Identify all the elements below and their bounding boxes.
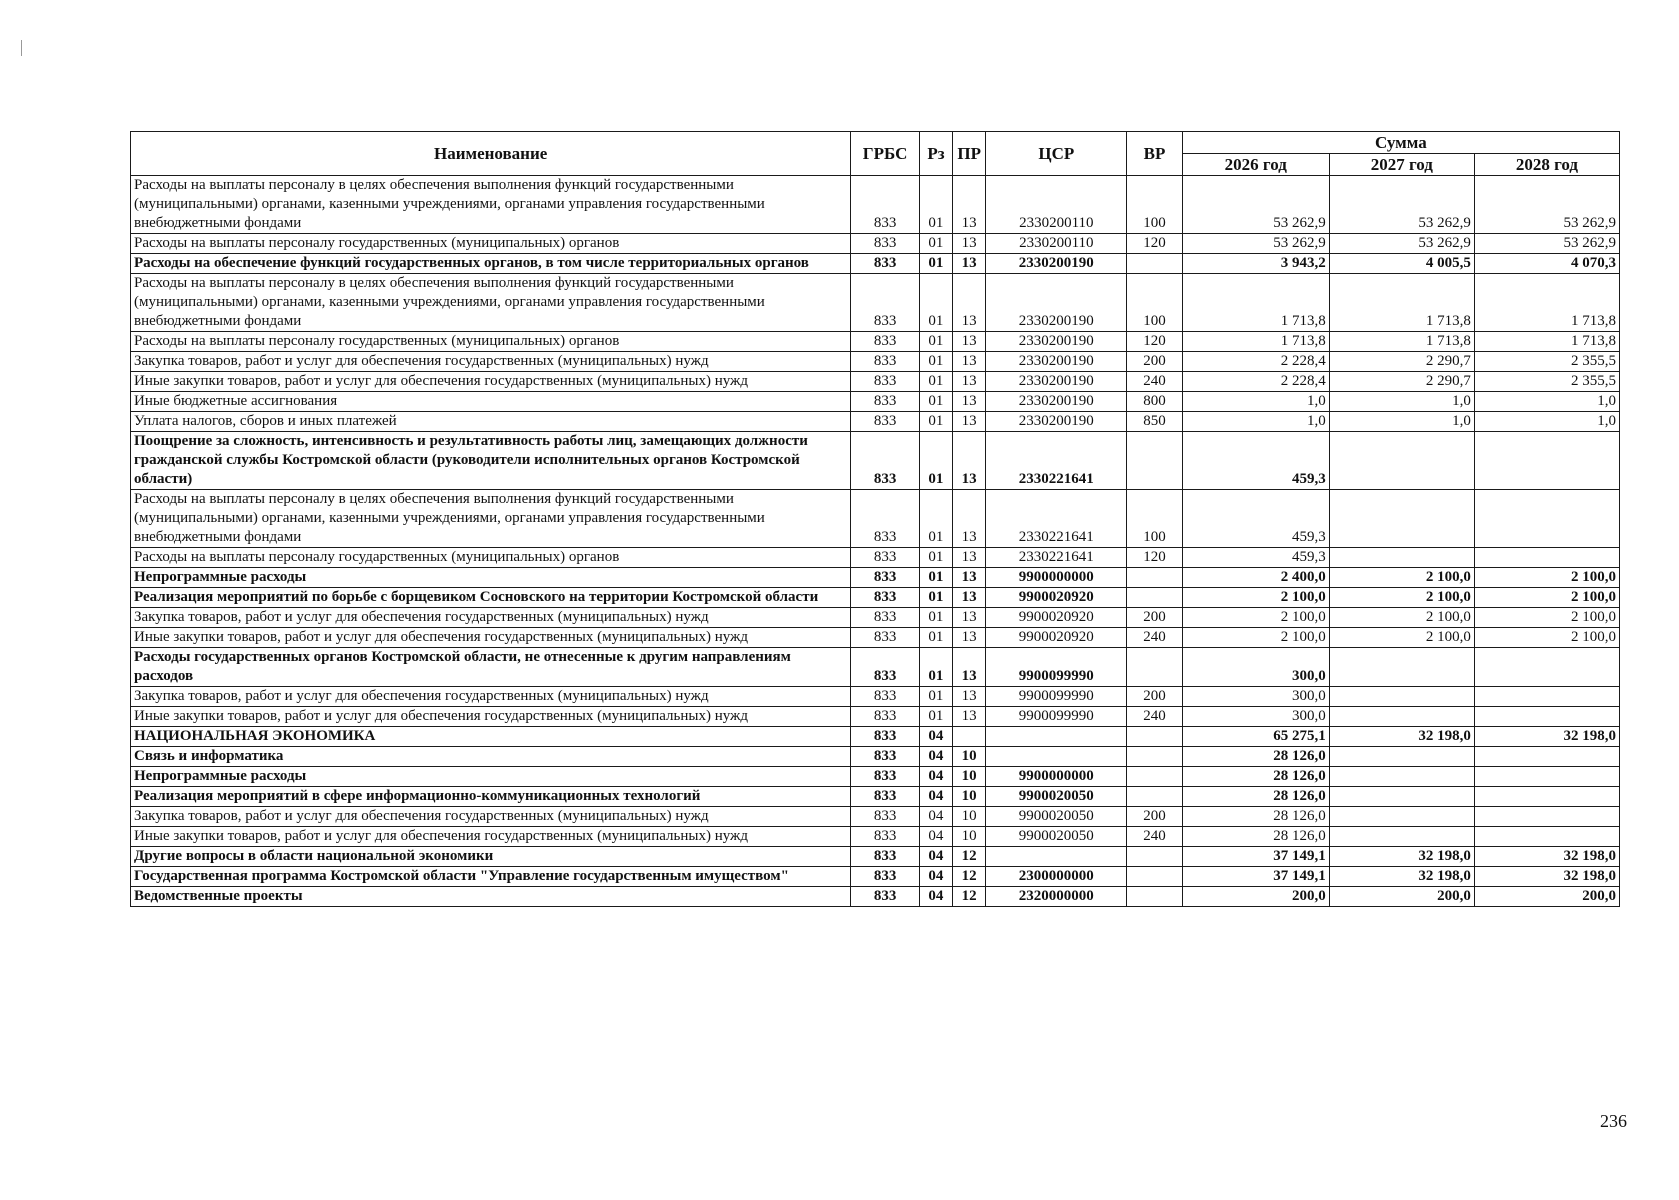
cell-2028: 1 713,8 xyxy=(1474,332,1619,352)
cell-2026: 2 100,0 xyxy=(1182,608,1329,628)
cell-2028: 2 100,0 xyxy=(1474,568,1619,588)
cell-rz: 04 xyxy=(919,827,952,847)
cell-name: Закупка товаров, работ и услуг для обеспечения государственных (муниципальных) нужд xyxy=(131,608,851,628)
cell-rz: 01 xyxy=(919,490,952,548)
cell-vr: 240 xyxy=(1127,707,1182,727)
table-row xyxy=(131,687,1620,707)
table-row xyxy=(131,787,1620,807)
cell-2026: 2 400,0 xyxy=(1182,568,1329,588)
cell-2028 xyxy=(1474,548,1619,568)
cell-2026: 300,0 xyxy=(1182,648,1329,687)
cell-vr xyxy=(1127,847,1182,867)
cell-rz: 01 xyxy=(919,432,952,490)
cell-rz: 01 xyxy=(919,687,952,707)
cell-name: Иные закупки товаров, работ и услуг для обеспечения государственных (муниципальных) нужд xyxy=(131,707,851,727)
cell-rz: 04 xyxy=(919,747,952,767)
cell-name: Закупка товаров, работ и услуг для обеспечения государственных (муниципальных) нужд xyxy=(131,807,851,827)
cell-2026: 200,0 xyxy=(1182,887,1329,907)
cell-2027: 2 290,7 xyxy=(1329,352,1474,372)
table-row xyxy=(131,707,1620,727)
cell-2028 xyxy=(1474,648,1619,687)
cell-pr: 13 xyxy=(953,372,986,392)
table-row xyxy=(131,747,1620,767)
cell-csr: 2330200190 xyxy=(986,392,1127,412)
budget-table xyxy=(130,131,1620,907)
cell-pr: 13 xyxy=(953,332,986,352)
cell-grbs: 833 xyxy=(851,548,920,568)
cell-2026: 3 943,2 xyxy=(1182,254,1329,274)
cell-2026: 2 100,0 xyxy=(1182,628,1329,648)
cell-csr xyxy=(986,847,1127,867)
cell-name: Реализация мероприятий по борьбе с борщевиком Сосновского на территории Костромской области xyxy=(131,588,851,608)
cell-pr: 13 xyxy=(953,490,986,548)
cell-2028: 32 198,0 xyxy=(1474,727,1619,747)
cell-pr: 10 xyxy=(953,787,986,807)
table-row xyxy=(131,727,1620,747)
table-row xyxy=(131,767,1620,787)
cell-pr: 13 xyxy=(953,176,986,234)
cell-csr: 2300000000 xyxy=(986,867,1127,887)
cell-name: Расходы на выплаты персоналу государственных (муниципальных) органов xyxy=(131,548,851,568)
cell-2026: 28 126,0 xyxy=(1182,767,1329,787)
cell-vr xyxy=(1127,588,1182,608)
cell-vr xyxy=(1127,568,1182,588)
page-number: 236 xyxy=(1600,1111,1627,1131)
table-row xyxy=(131,392,1620,412)
cell-vr: 200 xyxy=(1127,807,1182,827)
cell-vr xyxy=(1127,747,1182,767)
cell-pr: 13 xyxy=(953,392,986,412)
cell-vr xyxy=(1127,787,1182,807)
table-row xyxy=(131,254,1620,274)
cell-csr: 2330200110 xyxy=(986,176,1127,234)
cell-rz: 01 xyxy=(919,274,952,332)
cell-grbs: 833 xyxy=(851,372,920,392)
cell-2026: 28 126,0 xyxy=(1182,807,1329,827)
cell-grbs: 833 xyxy=(851,847,920,867)
cell-2028 xyxy=(1474,490,1619,548)
header-pr: ПР xyxy=(953,132,986,176)
cell-pr: 13 xyxy=(953,548,986,568)
cell-pr: 13 xyxy=(953,432,986,490)
cell-rz: 01 xyxy=(919,254,952,274)
table-header xyxy=(131,132,1620,176)
cell-2026: 37 149,1 xyxy=(1182,867,1329,887)
cell-2028: 2 100,0 xyxy=(1474,588,1619,608)
cell-rz: 01 xyxy=(919,548,952,568)
header-name: Наименование xyxy=(131,132,851,176)
table-row xyxy=(131,372,1620,392)
cell-2026: 1 713,8 xyxy=(1182,274,1329,332)
cell-2028 xyxy=(1474,707,1619,727)
cell-vr: 200 xyxy=(1127,352,1182,372)
cell-rz: 04 xyxy=(919,867,952,887)
cell-rz: 01 xyxy=(919,412,952,432)
table-row xyxy=(131,432,1620,490)
cell-csr: 9900099990 xyxy=(986,707,1127,727)
cell-2027: 4 005,5 xyxy=(1329,254,1474,274)
cell-2027: 2 100,0 xyxy=(1329,628,1474,648)
cell-2028 xyxy=(1474,747,1619,767)
cell-2027: 1 713,8 xyxy=(1329,332,1474,352)
table-row xyxy=(131,568,1620,588)
cell-csr: 2330200190 xyxy=(986,274,1127,332)
cell-pr: 10 xyxy=(953,767,986,787)
table-row xyxy=(131,827,1620,847)
cell-pr: 12 xyxy=(953,867,986,887)
margin-mark xyxy=(21,40,22,56)
cell-vr: 100 xyxy=(1127,490,1182,548)
cell-2026: 2 100,0 xyxy=(1182,588,1329,608)
cell-name: Расходы на выплаты персоналу в целях обеспечения выполнения функций государственными (муниципальными) органами, казенными учреждениями, органами управления государственными внебюджетными фондами xyxy=(131,274,851,332)
cell-vr: 240 xyxy=(1127,628,1182,648)
cell-2028 xyxy=(1474,767,1619,787)
cell-2027: 2 100,0 xyxy=(1329,568,1474,588)
cell-2027 xyxy=(1329,432,1474,490)
cell-rz: 01 xyxy=(919,332,952,352)
cell-vr: 100 xyxy=(1127,176,1182,234)
cell-2028: 32 198,0 xyxy=(1474,867,1619,887)
cell-2028 xyxy=(1474,787,1619,807)
cell-pr: 10 xyxy=(953,807,986,827)
cell-csr: 9900099990 xyxy=(986,648,1127,687)
cell-csr: 2320000000 xyxy=(986,887,1127,907)
cell-2027 xyxy=(1329,807,1474,827)
cell-2028: 1,0 xyxy=(1474,392,1619,412)
cell-2026: 1 713,8 xyxy=(1182,332,1329,352)
cell-pr: 13 xyxy=(953,254,986,274)
cell-csr xyxy=(986,747,1127,767)
cell-csr: 2330200190 xyxy=(986,352,1127,372)
cell-grbs: 833 xyxy=(851,628,920,648)
cell-vr: 800 xyxy=(1127,392,1182,412)
cell-2027 xyxy=(1329,747,1474,767)
cell-rz: 01 xyxy=(919,234,952,254)
cell-csr: 2330200110 xyxy=(986,234,1127,254)
cell-rz: 04 xyxy=(919,887,952,907)
cell-grbs: 833 xyxy=(851,887,920,907)
cell-2028: 200,0 xyxy=(1474,887,1619,907)
cell-vr xyxy=(1127,727,1182,747)
table-row xyxy=(131,628,1620,648)
cell-2026: 1,0 xyxy=(1182,392,1329,412)
cell-csr: 9900020050 xyxy=(986,807,1127,827)
cell-2028 xyxy=(1474,432,1619,490)
cell-csr: 2330221641 xyxy=(986,490,1127,548)
cell-grbs: 833 xyxy=(851,392,920,412)
header-year-2027: 2027 год xyxy=(1329,154,1474,176)
table-row xyxy=(131,234,1620,254)
cell-rz: 04 xyxy=(919,847,952,867)
cell-2027: 32 198,0 xyxy=(1329,847,1474,867)
table-row xyxy=(131,332,1620,352)
cell-csr: 9900099990 xyxy=(986,687,1127,707)
cell-grbs: 833 xyxy=(851,234,920,254)
cell-grbs: 833 xyxy=(851,727,920,747)
cell-vr: 240 xyxy=(1127,372,1182,392)
cell-2026: 300,0 xyxy=(1182,707,1329,727)
cell-2027 xyxy=(1329,648,1474,687)
cell-vr xyxy=(1127,254,1182,274)
cell-grbs: 833 xyxy=(851,687,920,707)
cell-csr: 2330200190 xyxy=(986,332,1127,352)
cell-vr: 120 xyxy=(1127,548,1182,568)
header-sum: Сумма xyxy=(1182,132,1619,154)
cell-2028: 53 262,9 xyxy=(1474,176,1619,234)
cell-2028 xyxy=(1474,827,1619,847)
cell-2028: 2 355,5 xyxy=(1474,352,1619,372)
cell-2028 xyxy=(1474,687,1619,707)
cell-grbs: 833 xyxy=(851,490,920,548)
cell-2027 xyxy=(1329,548,1474,568)
cell-csr xyxy=(986,727,1127,747)
cell-2026: 2 228,4 xyxy=(1182,352,1329,372)
cell-grbs: 833 xyxy=(851,432,920,490)
cell-name: НАЦИОНАЛЬНАЯ ЭКОНОМИКА xyxy=(131,727,851,747)
cell-2028: 4 070,3 xyxy=(1474,254,1619,274)
cell-2027 xyxy=(1329,767,1474,787)
cell-2026: 28 126,0 xyxy=(1182,747,1329,767)
table-row xyxy=(131,352,1620,372)
table-row xyxy=(131,274,1620,332)
cell-vr xyxy=(1127,887,1182,907)
cell-pr: 13 xyxy=(953,274,986,332)
cell-name: Реализация мероприятий в сфере информационно-коммуникационных технологий xyxy=(131,787,851,807)
cell-grbs: 833 xyxy=(851,568,920,588)
cell-name: Расходы на выплаты персоналу государственных (муниципальных) органов xyxy=(131,332,851,352)
cell-pr: 13 xyxy=(953,568,986,588)
cell-name: Связь и информатика xyxy=(131,747,851,767)
cell-2027: 2 100,0 xyxy=(1329,608,1474,628)
cell-pr: 10 xyxy=(953,827,986,847)
cell-name: Непрограммные расходы xyxy=(131,568,851,588)
cell-2027 xyxy=(1329,787,1474,807)
cell-pr: 10 xyxy=(953,747,986,767)
cell-csr: 9900020920 xyxy=(986,588,1127,608)
cell-name: Поощрение за сложность, интенсивность и результативность работы лиц, замещающих должности гражданской службы Костромской области (руководители исполнительных органов Костромской области) xyxy=(131,432,851,490)
cell-pr: 13 xyxy=(953,588,986,608)
cell-vr xyxy=(1127,867,1182,887)
cell-csr: 9900020920 xyxy=(986,628,1127,648)
table-row xyxy=(131,412,1620,432)
table-row xyxy=(131,588,1620,608)
cell-2028: 2 100,0 xyxy=(1474,628,1619,648)
cell-2028 xyxy=(1474,807,1619,827)
cell-2028: 32 198,0 xyxy=(1474,847,1619,867)
cell-rz: 01 xyxy=(919,176,952,234)
cell-2027: 53 262,9 xyxy=(1329,234,1474,254)
cell-csr: 9900020050 xyxy=(986,827,1127,847)
cell-pr: 13 xyxy=(953,234,986,254)
cell-csr: 9900000000 xyxy=(986,568,1127,588)
table-row xyxy=(131,490,1620,548)
cell-2026: 459,3 xyxy=(1182,432,1329,490)
cell-vr: 120 xyxy=(1127,332,1182,352)
cell-csr: 2330200190 xyxy=(986,254,1127,274)
cell-csr: 2330200190 xyxy=(986,372,1127,392)
cell-pr: 13 xyxy=(953,608,986,628)
cell-grbs: 833 xyxy=(851,274,920,332)
cell-vr xyxy=(1127,767,1182,787)
cell-2027: 2 100,0 xyxy=(1329,588,1474,608)
cell-rz: 01 xyxy=(919,707,952,727)
cell-rz: 01 xyxy=(919,648,952,687)
cell-2026: 65 275,1 xyxy=(1182,727,1329,747)
cell-vr: 200 xyxy=(1127,687,1182,707)
cell-vr: 200 xyxy=(1127,608,1182,628)
header-vr: ВР xyxy=(1127,132,1182,176)
cell-2027 xyxy=(1329,490,1474,548)
cell-name: Закупка товаров, работ и услуг для обеспечения государственных (муниципальных) нужд xyxy=(131,687,851,707)
cell-2026: 28 126,0 xyxy=(1182,787,1329,807)
table-row xyxy=(131,548,1620,568)
cell-csr: 9900020920 xyxy=(986,608,1127,628)
cell-grbs: 833 xyxy=(851,807,920,827)
cell-2028: 53 262,9 xyxy=(1474,234,1619,254)
cell-pr xyxy=(953,727,986,747)
cell-pr: 13 xyxy=(953,412,986,432)
cell-grbs: 833 xyxy=(851,608,920,628)
cell-pr: 13 xyxy=(953,628,986,648)
cell-2027: 2 290,7 xyxy=(1329,372,1474,392)
cell-vr xyxy=(1127,648,1182,687)
cell-grbs: 833 xyxy=(851,352,920,372)
cell-grbs: 833 xyxy=(851,707,920,727)
cell-grbs: 833 xyxy=(851,332,920,352)
cell-vr: 850 xyxy=(1127,412,1182,432)
cell-pr: 13 xyxy=(953,352,986,372)
cell-pr: 13 xyxy=(953,707,986,727)
cell-grbs: 833 xyxy=(851,867,920,887)
cell-2026: 459,3 xyxy=(1182,548,1329,568)
cell-2026: 53 262,9 xyxy=(1182,176,1329,234)
cell-2026: 37 149,1 xyxy=(1182,847,1329,867)
header-year-2026: 2026 год xyxy=(1182,154,1329,176)
cell-rz: 01 xyxy=(919,588,952,608)
table-row xyxy=(131,176,1620,234)
cell-2026: 459,3 xyxy=(1182,490,1329,548)
cell-2027: 1,0 xyxy=(1329,412,1474,432)
cell-2026: 300,0 xyxy=(1182,687,1329,707)
cell-grbs: 833 xyxy=(851,747,920,767)
table-row xyxy=(131,807,1620,827)
table-row xyxy=(131,867,1620,887)
cell-vr: 100 xyxy=(1127,274,1182,332)
cell-rz: 01 xyxy=(919,568,952,588)
cell-vr: 120 xyxy=(1127,234,1182,254)
cell-2026: 28 126,0 xyxy=(1182,827,1329,847)
cell-name: Другие вопросы в области национальной экономики xyxy=(131,847,851,867)
cell-2027: 32 198,0 xyxy=(1329,727,1474,747)
cell-pr: 13 xyxy=(953,687,986,707)
cell-2027: 32 198,0 xyxy=(1329,867,1474,887)
cell-pr: 12 xyxy=(953,887,986,907)
cell-2028: 2 100,0 xyxy=(1474,608,1619,628)
cell-name: Иные закупки товаров, работ и услуг для обеспечения государственных (муниципальных) нужд xyxy=(131,372,851,392)
cell-2027 xyxy=(1329,827,1474,847)
cell-name: Иные закупки товаров, работ и услуг для обеспечения государственных (муниципальных) нужд xyxy=(131,628,851,648)
cell-name: Расходы государственных органов Костромской области, не отнесенные к другим направлениям расходов xyxy=(131,648,851,687)
header-year-2028: 2028 год xyxy=(1474,154,1619,176)
cell-name: Государственная программа Костромской области "Управление государственным имуществом" xyxy=(131,867,851,887)
cell-name: Расходы на выплаты персоналу в целях обеспечения выполнения функций государственными (муниципальными) органами, казенными учреждениями, органами управления государственными внебюджетными фондами xyxy=(131,490,851,548)
cell-vr xyxy=(1127,432,1182,490)
cell-name: Уплата налогов, сборов и иных платежей xyxy=(131,412,851,432)
table-row xyxy=(131,608,1620,628)
table-row xyxy=(131,887,1620,907)
cell-grbs: 833 xyxy=(851,787,920,807)
cell-rz: 04 xyxy=(919,727,952,747)
cell-grbs: 833 xyxy=(851,588,920,608)
table-row xyxy=(131,648,1620,687)
cell-name: Иные закупки товаров, работ и услуг для обеспечения государственных (муниципальных) нужд xyxy=(131,827,851,847)
cell-csr: 9900020050 xyxy=(986,787,1127,807)
cell-rz: 04 xyxy=(919,767,952,787)
cell-name: Закупка товаров, работ и услуг для обеспечения государственных (муниципальных) нужд xyxy=(131,352,851,372)
header-csr: ЦСР xyxy=(986,132,1127,176)
cell-grbs: 833 xyxy=(851,767,920,787)
cell-name: Расходы на выплаты персоналу государственных (муниципальных) органов xyxy=(131,234,851,254)
cell-2027: 1,0 xyxy=(1329,392,1474,412)
cell-name: Расходы на выплаты персоналу в целях обеспечения выполнения функций государственными (муниципальными) органами, казенными учреждениями, органами управления государственными внебюджетными фондами xyxy=(131,176,851,234)
cell-2027: 53 262,9 xyxy=(1329,176,1474,234)
cell-grbs: 833 xyxy=(851,648,920,687)
cell-grbs: 833 xyxy=(851,176,920,234)
cell-name: Расходы на обеспечение функций государственных органов, в том числе территориальных органов xyxy=(131,254,851,274)
cell-rz: 01 xyxy=(919,392,952,412)
header-rz: Рз xyxy=(919,132,952,176)
cell-vr: 240 xyxy=(1127,827,1182,847)
cell-2026: 1,0 xyxy=(1182,412,1329,432)
cell-csr: 2330200190 xyxy=(986,412,1127,432)
cell-2027: 200,0 xyxy=(1329,887,1474,907)
cell-grbs: 833 xyxy=(851,254,920,274)
cell-2027 xyxy=(1329,707,1474,727)
cell-rz: 01 xyxy=(919,628,952,648)
cell-csr: 2330221641 xyxy=(986,548,1127,568)
cell-rz: 04 xyxy=(919,807,952,827)
table-row xyxy=(131,847,1620,867)
table-body xyxy=(131,176,1620,907)
cell-2028: 1 713,8 xyxy=(1474,274,1619,332)
cell-grbs: 833 xyxy=(851,827,920,847)
cell-2027: 1 713,8 xyxy=(1329,274,1474,332)
cell-rz: 01 xyxy=(919,352,952,372)
cell-2028: 2 355,5 xyxy=(1474,372,1619,392)
cell-pr: 13 xyxy=(953,648,986,687)
cell-pr: 12 xyxy=(953,847,986,867)
cell-2026: 2 228,4 xyxy=(1182,372,1329,392)
cell-2028: 1,0 xyxy=(1474,412,1619,432)
cell-grbs: 833 xyxy=(851,412,920,432)
cell-name: Иные бюджетные ассигнования xyxy=(131,392,851,412)
cell-name: Ведомственные проекты xyxy=(131,887,851,907)
cell-2027 xyxy=(1329,687,1474,707)
cell-rz: 01 xyxy=(919,372,952,392)
cell-rz: 01 xyxy=(919,608,952,628)
cell-csr: 2330221641 xyxy=(986,432,1127,490)
cell-rz: 04 xyxy=(919,787,952,807)
cell-csr: 9900000000 xyxy=(986,767,1127,787)
header-grbs: ГРБС xyxy=(851,132,920,176)
cell-2026: 53 262,9 xyxy=(1182,234,1329,254)
cell-name: Непрограммные расходы xyxy=(131,767,851,787)
